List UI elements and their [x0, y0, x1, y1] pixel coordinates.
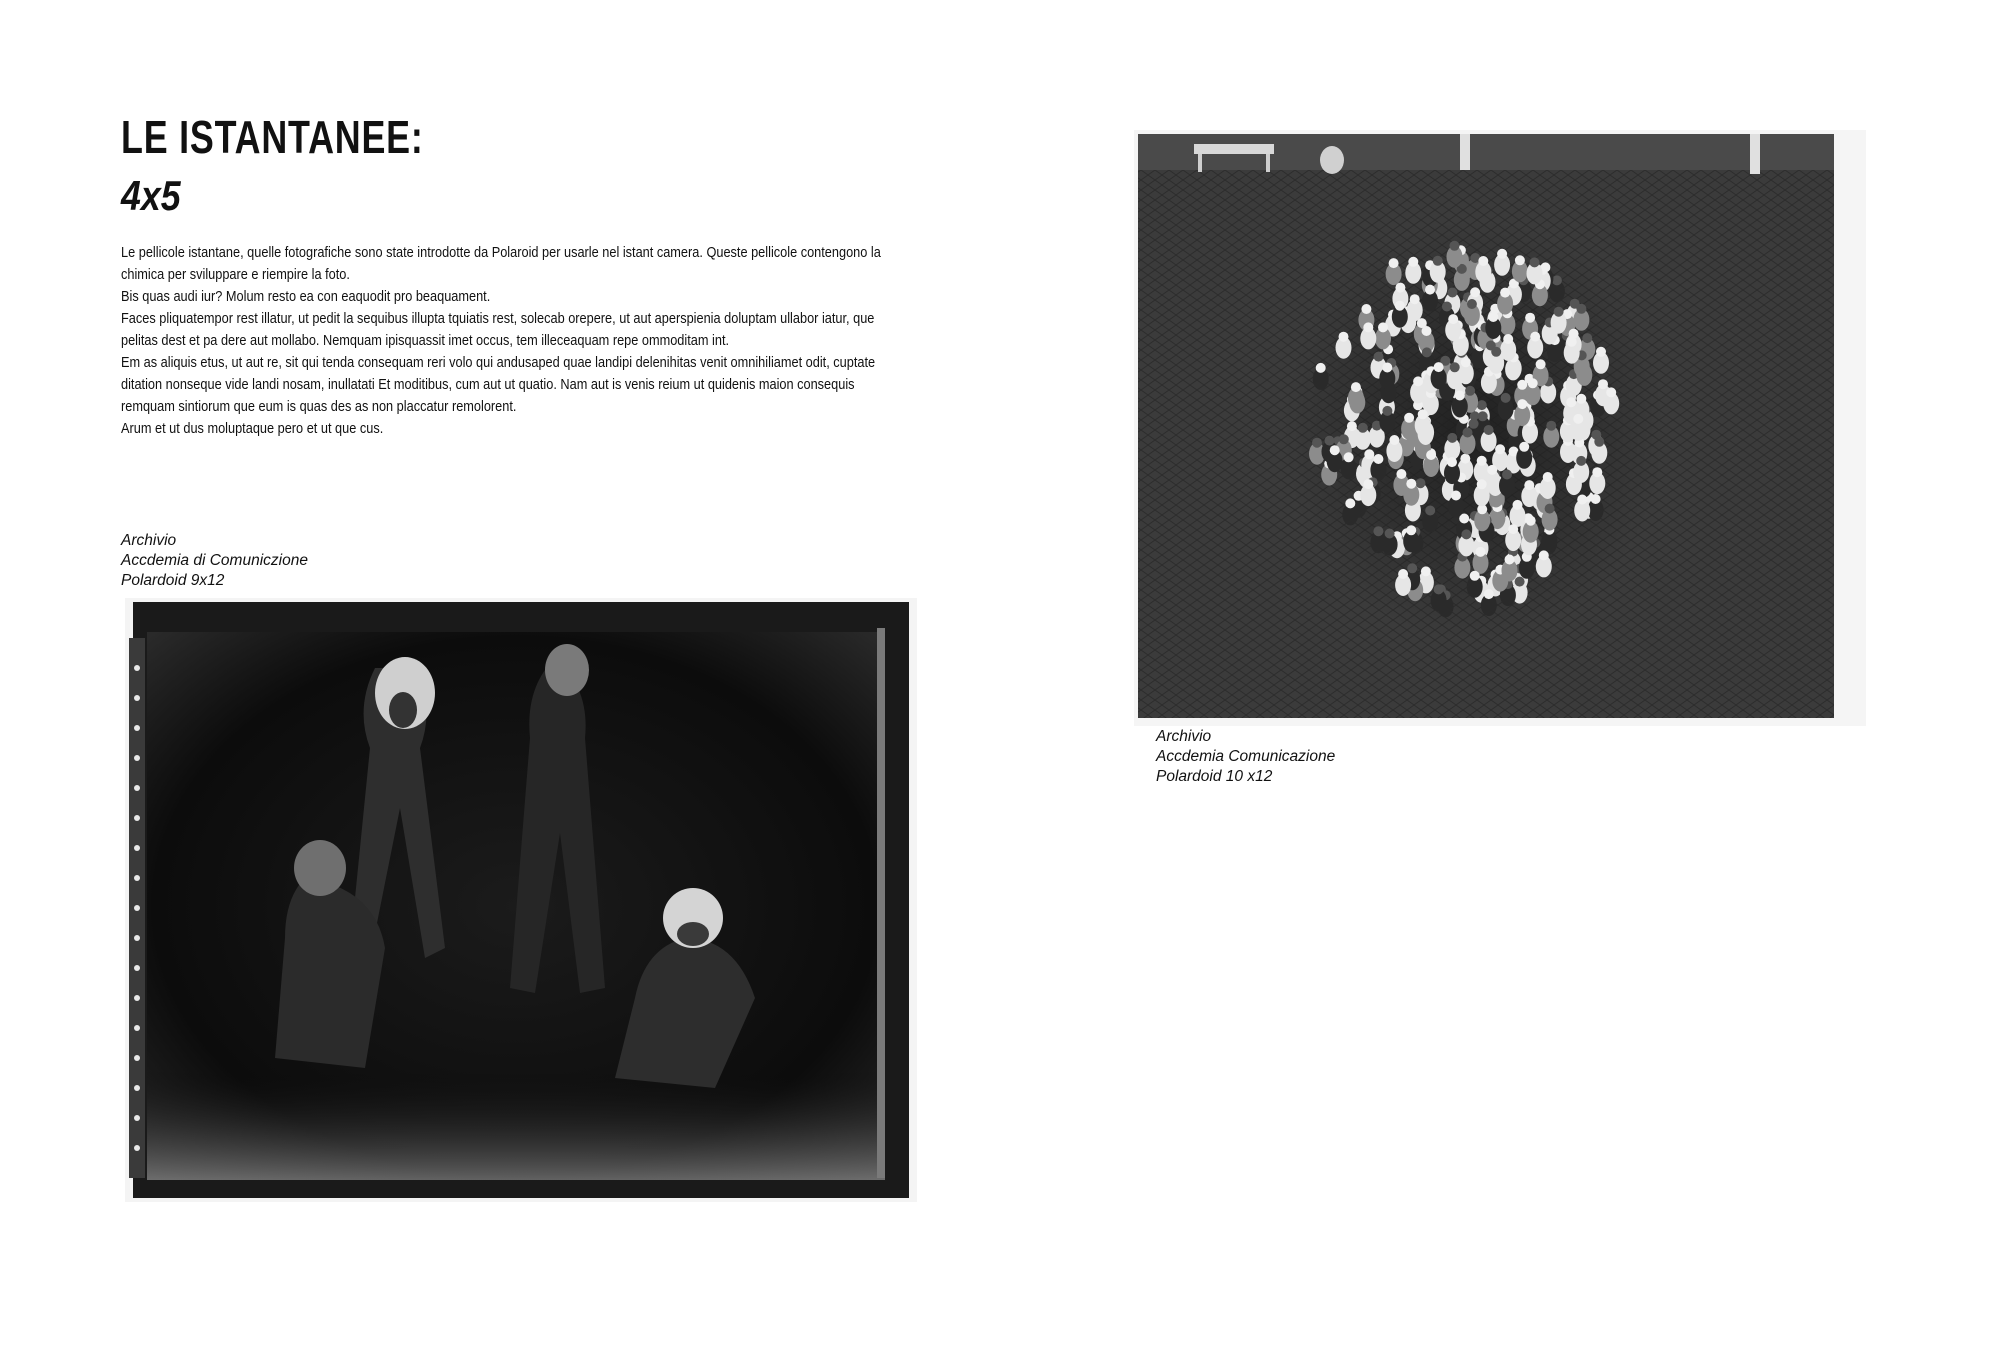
polaroid-negative-image [1134, 130, 1866, 726]
caption-line: Polardoid 9x12 [121, 572, 225, 589]
caption-line: Accdemia Comunicazione [1156, 748, 1336, 765]
paragraph: Arum et ut dus moluptaque pero et ut que cus. [121, 420, 384, 437]
caption-line: Accdemia di Comuniczione [121, 552, 308, 569]
paragraph: Faces pliquatempor rest illatur, ut pedit la sequibus illupta tquiatis rest, solecab orepere, ut aut aperspienia doluptam ullabor iatur, que pelitas dest et pa dere aut mollabo. Nemquam ipisquassit imet occus, tem illeceaquam repe ommoditam int. [121, 310, 875, 349]
polaroid-photo-right [1134, 130, 1866, 726]
page-title: LE ISTANTANEE: [121, 111, 424, 163]
caption-line: Archivio [1156, 728, 1212, 745]
paragraph: Le pellicole istantane, quelle fotografiche sono state introdotte da Polaroid per usarle nel istant camera. Queste pellicole contengono la chimica per sviluppare e riempire la foto. [121, 244, 881, 283]
caption-line: Polardoid 10 x12 [1156, 768, 1273, 785]
paragraph: Em as aliquis etus, ut aut re, sit qui tenda consequam reri volo qui andusaped quae landipi delenihitas venit omnihiliamet odit, cuptate ditation nonseque vide landi nosam, inullatati Et moditibus, cum aut ut quatio. Nam aut is venis reium ut quidenis maion consequis remquam sintiorum que eum is quas des as non placcatur remolorent. [121, 354, 876, 415]
caption-line: Archivio [121, 532, 177, 549]
right-photo-caption [1156, 727, 1335, 787]
page-subtitle: 4x5 [121, 172, 181, 219]
polaroid-photo-left [125, 598, 917, 1202]
paragraph: Bis quas audi iur? Molum resto ea con eaquodit pro beaquament. [121, 288, 491, 305]
left-photo-caption [121, 531, 308, 591]
polaroid-negative-image [125, 598, 917, 1202]
body-text [121, 242, 886, 440]
